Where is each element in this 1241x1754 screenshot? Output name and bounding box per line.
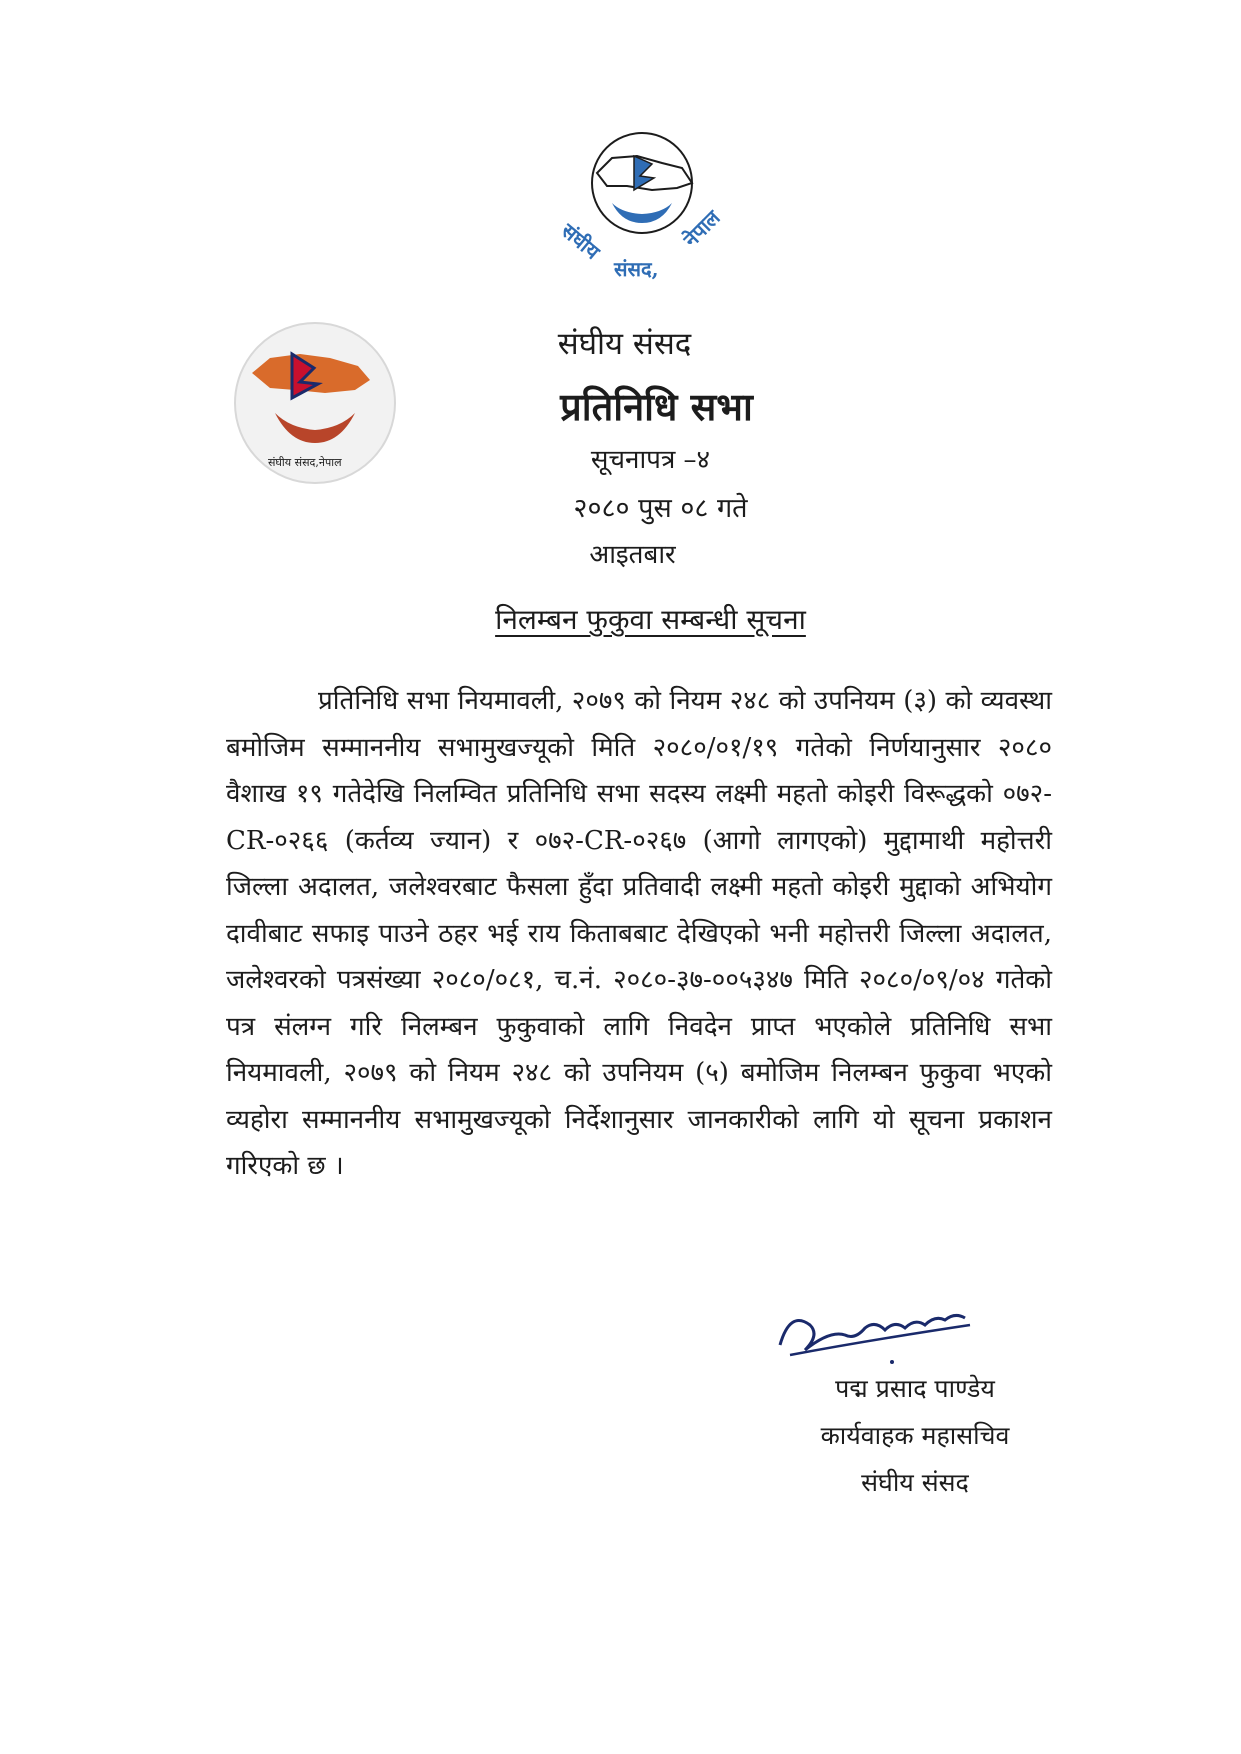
notice-body: प्रतिनिधि सभा नियमावली, २०७९ को नियम २४८ को उपनियम (३) को व्यवस्था बमोजिम सम्माननीय सभामुखज्यूको मिति २०८०/०१/१९ गतेको निर्णयानुसार २०८० वैशाख १९ गतेदेखि निलम्वित प्रतिनिधि सभा सदस्य लक्ष्मी महतो कोइरी विरूद्धको ०७२-CR-०२६६ (कर्तव्य ज्यान) र ०७२-CR-०२६७ (आगो लागएको) मुद्दामाथी महोत्तरी जिल्ला अदालत, जलेश्वरबाट फैसला हुँदा प्रतिवादी लक्ष्मी महतो कोइरी मुद्दाको अभियोग दावीबाट सफाइ पाउने ठहर भई राय किताबबाट देखिएको भनी महोत्तरी जिल्ला अदालत, जलेश्वरको पत्रसंख्या २०८०/०८१, च.नं. २०८०-३७-००५३४७ मिति २०८०/०९/०४ गतेको पत्र संलग्न गरि निलम्बन फुकुवाको लागि निवदेन प्राप्त भएकोले प्रतिनिधि सभा नियमावली, २०७९ को नियम २४८ को उपनियम (५) बमोजिम निलम्बन फुकुवा भएको व्यहोरा सम्माननीय सभामुखज्यूको निर्देशानुसार जानकारीको लागि यो सूचना प्रकाशन गरिएको छ । bbox=[226, 686, 1052, 1181]
signatory-office: संघीय संसद bbox=[861, 1468, 969, 1497]
notice-date: २०८० पुस ०८ गते bbox=[573, 493, 748, 524]
notice-weekday: आइतबार bbox=[589, 540, 676, 570]
notice-subject: निलम्बन फुकुवा सम्बन्धी सूचना bbox=[495, 603, 806, 636]
signatory-name: पद्म प्रसाद पाण्डेय bbox=[835, 1374, 995, 1403]
signatory-title: कार्यवाहक महासचिव bbox=[820, 1421, 1010, 1450]
signature-block bbox=[800, 1365, 1030, 1506]
emblem-text-bottom: संसद, bbox=[614, 257, 659, 281]
seal-text: संघीय संसद,नेपाल bbox=[268, 456, 342, 469]
signature-mark bbox=[770, 1290, 990, 1370]
emblem-text-right: नेपाल bbox=[678, 205, 725, 252]
parliament-emblem-icon bbox=[542, 128, 742, 293]
emblem-text-left: संघीय bbox=[556, 218, 605, 264]
organization-name: संघीय संसद bbox=[557, 326, 692, 362]
notice-number: सूचनापत्र –४ bbox=[590, 445, 711, 475]
house-name: प्रतिनिधि सभा bbox=[560, 384, 753, 429]
